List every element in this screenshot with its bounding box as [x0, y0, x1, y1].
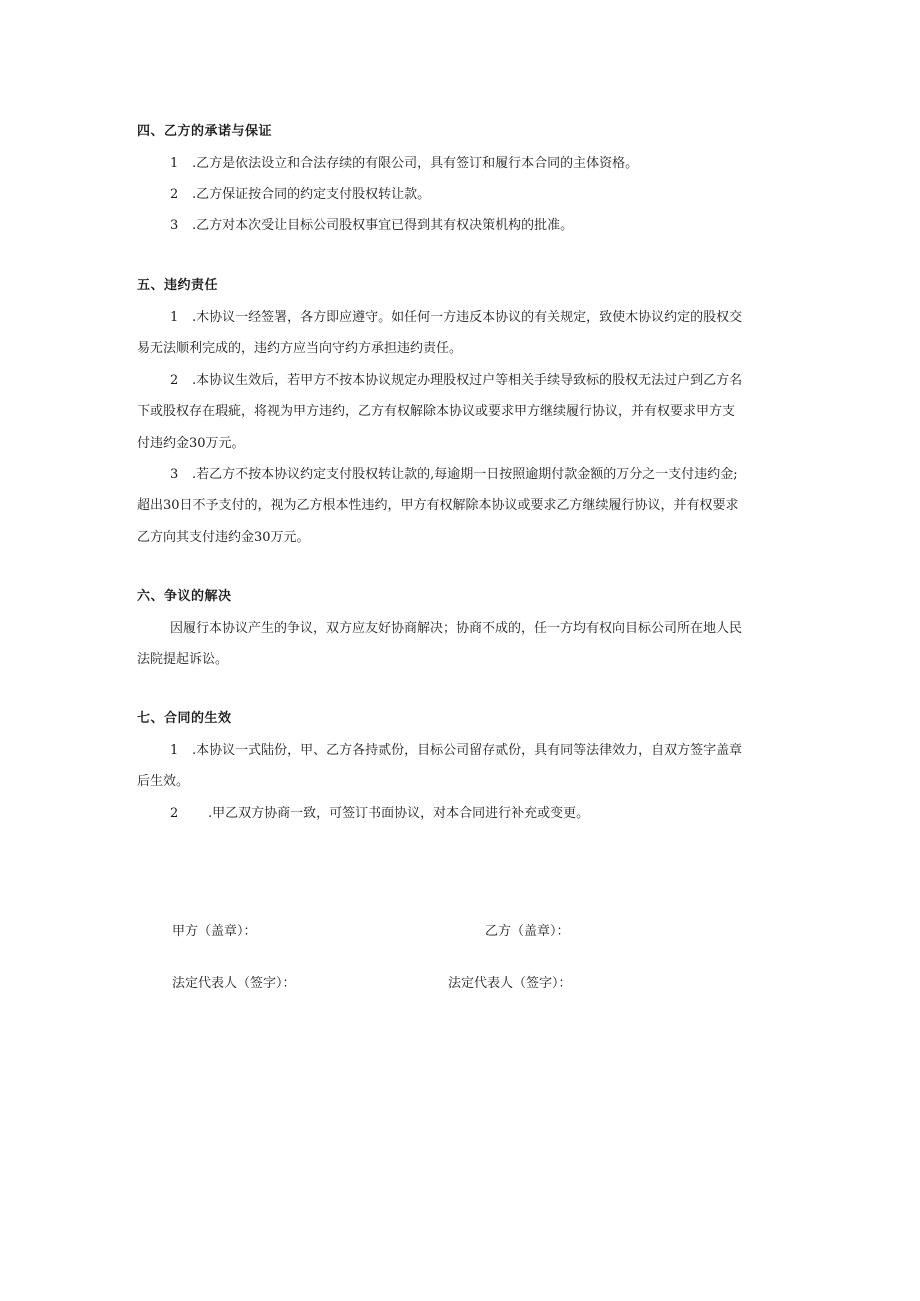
section-4-item-1 [170, 156, 638, 172]
section-5-heading: 五、违约责任 [137, 278, 219, 293]
item-text: .甲乙双方协商一致，可签订书面协议，对本合同进行补充或变更。 [208, 806, 590, 821]
section-6-line-2: 法院提起诉讼。 [137, 652, 229, 667]
item-number: 1 [170, 156, 179, 171]
section-5-item-3-line-3 [137, 530, 310, 546]
party-b-seal-label: 乙方（盖章）： [485, 924, 570, 939]
section-4-item-3 [170, 218, 573, 234]
party-b-representative-label: 法定代表人（签字）： [448, 976, 572, 991]
section-7-item-2 [170, 806, 589, 822]
item-text: .乙方保证按合同的约定支付股权转让款。 [192, 187, 431, 202]
section-6-line-1: 因履行本协议产生的争议，双方应友好协商解决；协商不成的，任一方均有权向目标公司所在地人民 [170, 621, 743, 636]
item-text: .乙方对本次受让目标公司股权事宜已得到其有权决策机构的批准。 [192, 218, 574, 233]
item-text: .木协议一经签署，各方即应遵守。如任何一方违反本协议的有关规定，致使木协议约定的股权交 [192, 310, 743, 325]
section-6-heading: 六、争议的解决 [137, 589, 232, 604]
item-text: .乙方是依法设立和合法存续的有限公司，具有签订和履行本合同的主体资格。 [192, 156, 639, 171]
item-text: .本协议生效后，若甲方不按本协议规定办理股权过户等相关手续导致标的股权无法过户到乙方名 [192, 373, 743, 388]
item-number: 3 [170, 218, 179, 233]
section-5-item-1-line-2: 易无法顺利完成的，违约方应当向守约方承担违约责任。 [137, 341, 463, 356]
item-text: .若乙方不按本协议约定支付股权转让款的,每逾期一日按照逾期付款金额的万分之一支付违约金; [192, 467, 738, 482]
item-number: 3 [170, 467, 179, 482]
party-a-representative-label: 法定代表人（签字）： [172, 976, 296, 991]
item-text: 付违约金30万元。 [137, 436, 245, 451]
section-4-heading: 四、乙方的承诺与保证 [137, 124, 273, 139]
item-text: 下或股权存在瑕疵，将视为甲方违约，乙方有权解除本协议或要求甲方继续履行协议，并有权要求甲方支 [137, 404, 736, 419]
section-7-item-1-line-1 [170, 743, 742, 759]
item-number: 2 [170, 373, 179, 388]
item-number: 1 [170, 743, 179, 758]
item-number: 2 [170, 806, 179, 821]
section-5-item-3-line-1 [170, 467, 738, 483]
section-5-item-2-line-2 [137, 404, 735, 420]
section-5-item-2-line-1 [170, 373, 742, 389]
section-5-item-3-line-2 [137, 498, 739, 514]
item-number: 2 [170, 187, 179, 202]
section-5-item-2-line-3 [137, 436, 245, 452]
item-number: 1 [170, 310, 179, 325]
section-4-item-2 [170, 187, 430, 203]
item-text: 乙方向其支付违约金30万元。 [137, 530, 310, 545]
party-a-seal-label: 甲方（盖章）： [172, 924, 257, 939]
item-text: .本协议一式陆份，甲、乙方各持贰份，目标公司留存贰份，具有同等法律效力，自双方签字盖章 [192, 743, 743, 758]
item-text: 超出30日不予支付的，视为乙方根本性违约，甲方有权解除本协议或要求乙方继续履行协议，并有权要求 [137, 498, 739, 513]
section-7-item-1-line-2: 后生效。 [137, 774, 190, 789]
section-5-item-1-line-1 [170, 310, 742, 326]
section-7-heading: 七、合同的生效 [137, 711, 232, 726]
